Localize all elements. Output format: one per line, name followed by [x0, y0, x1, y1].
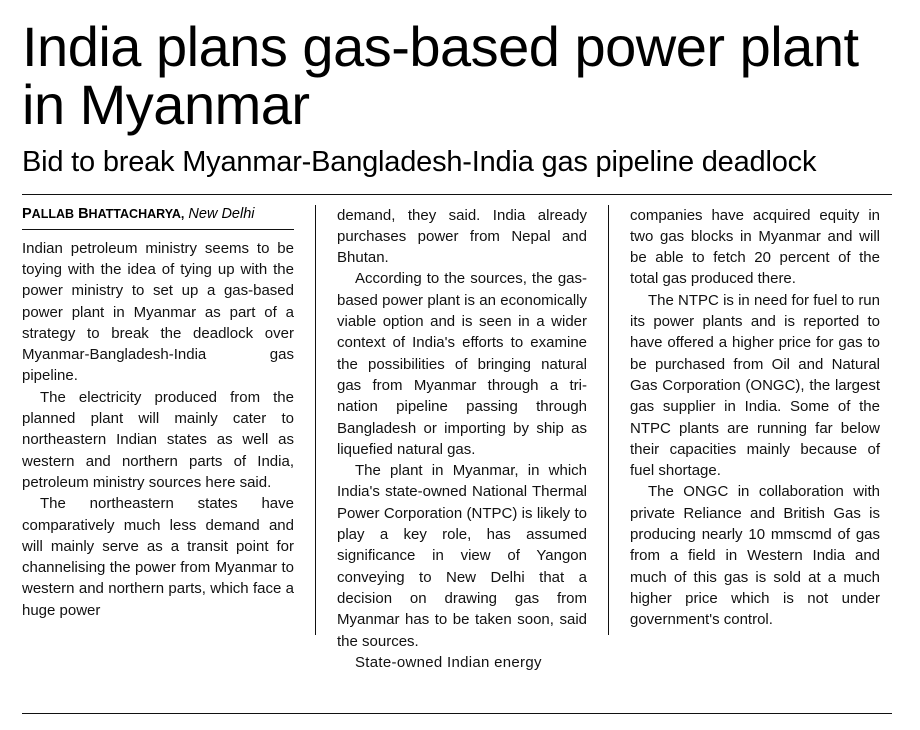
article-columns — [22, 205, 892, 671]
divider-under-subhead — [22, 194, 892, 195]
paragraph: Indian petroleum ministry seems to be toying with the idea of tying up with the power ministry to set up a gas-based power plant in Myanmar as part of a strategy to break the deadlock over Myanmar-Bangladesh-India gas pipeline. — [22, 239, 294, 385]
article-column-2 — [315, 205, 587, 671]
paragraph: The plant in Myanmar, in which India's state-owned National Thermal Power Corporation (NTPC) is likely to play a key role, has assumed significance in view of Yangon conveying to New Delhi that a decision on drawing gas from Myanmar has to be taken soon, said the sources. — [337, 462, 587, 650]
paragraph: demand, they said. India already purchases power from Nepal and Bhutan. — [337, 206, 587, 267]
article-column-3 — [608, 205, 880, 635]
paragraph: The ONGC in collaboration with private Reliance and British Gas is producing nearly 10 mmscmd of gas from a field in Western India and much of this gas is sold at a much higher price which is not under government's control. — [630, 483, 880, 629]
paragraph: According to the sources, the gas-based power plant is an economically viable option and is seen in a wider context of India's efforts to examine the possibilities of bringing natural gas from Myanmar through a tri-nation pipeline passing through Bangladesh or importing by ship as liquefied natural gas. — [337, 270, 587, 458]
divider-under-byline — [22, 229, 294, 230]
paragraph: State-owned Indian energy — [355, 653, 542, 671]
paragraph: companies have acquired equity in two gas blocks in Myanmar and will be able to fetch 20 percent of the total gas produced there. — [630, 206, 880, 288]
page-title: India plans gas-based power plant in Myanmar — [22, 15, 859, 136]
article-column-1 — [22, 205, 294, 635]
byline-author-last-rest: HATTACHARYA, — [88, 206, 185, 221]
paragraph: The northeastern states have comparatively much less demand and will mainly serve as a transit point for channelising the power from Myanmar to western and northern parts, which face a huge power — [22, 495, 294, 619]
byline-author-initial: P — [22, 205, 32, 222]
paragraph: The NTPC is in need for fuel to run its power plants and is reported to have offered a higher price for gas to be purchased from Oil and Natural Gas Corporation (ONGC), the largest gas supplier in India. Some of the NTPC plants are running far below their capacities mainly because of fuel shortage. — [630, 291, 880, 480]
article-subhead: Bid to break Myanmar-Bangladesh-India gas pipeline deadlock — [22, 146, 817, 179]
byline-place: New Delhi — [188, 205, 255, 222]
byline-author-last-initial: B — [78, 205, 89, 222]
paragraph: The electricity produced from the planned plant will mainly cater to northeastern Indian states as well as western and northern parts of India, petroleum ministry sources here said. — [22, 388, 294, 491]
byline — [22, 205, 294, 223]
byline-author-rest: ALLAB — [31, 206, 75, 221]
divider-bottom — [22, 713, 892, 714]
